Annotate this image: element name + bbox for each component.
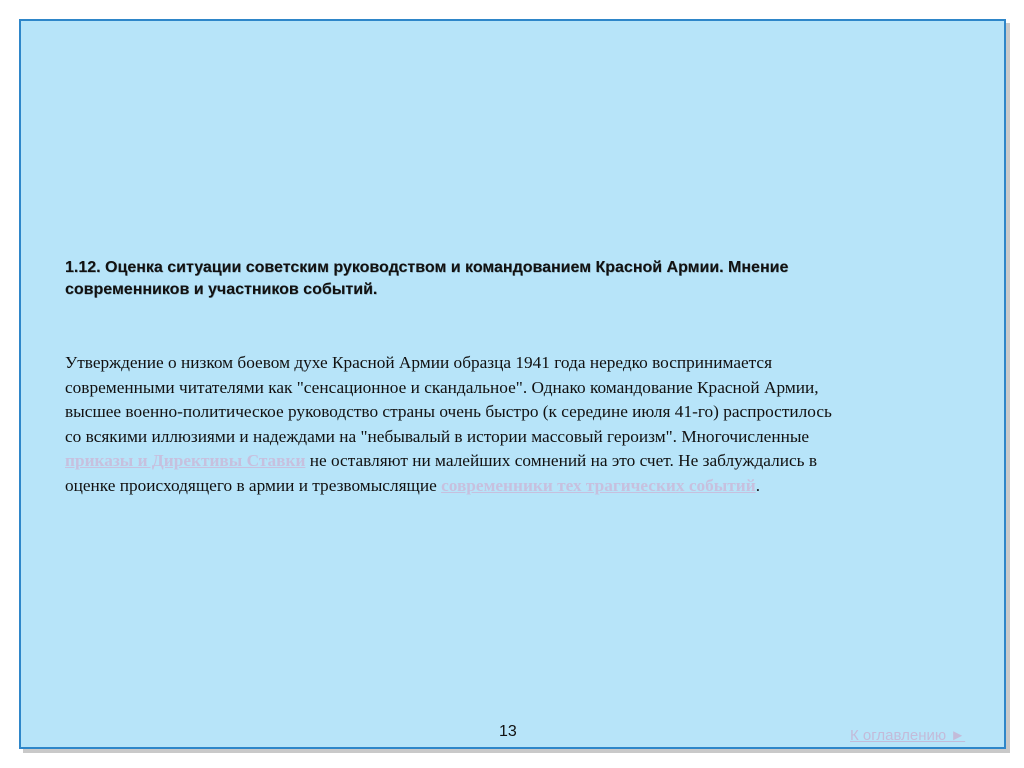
heading-line-1: 1.12. Оценка ситуации советским руководством и командованием Красной Армии. Мнение: [65, 259, 789, 276]
contemporaries-link[interactable]: современники тех трагических событий: [441, 475, 756, 495]
table-of-contents-link[interactable]: К оглавлению ►: [850, 727, 966, 744]
body-text-segment-7: .: [755, 475, 761, 495]
body-text-segment-6: оценке происходящего в армии и трезвомыслящие: [65, 475, 442, 495]
orders-directives-link[interactable]: приказы и Директивы Ставки: [65, 451, 306, 471]
body-text-line-4: со всякими иллюзиями и надеждами на "небывалый в истории массовый героизм". Многочисленные: [65, 426, 810, 446]
body-text-line-1: Утверждение о низком боевом духе Красной Армии образца 1941 года нередко воспринимается: [65, 353, 773, 372]
heading-line-2: современников и участников событий.: [65, 281, 378, 298]
body-text-segment-5: не оставляют ни малейших сомнений на это счет. Не заблуждались в: [305, 451, 817, 471]
body-text-line-2: современными читателями как "сенсационное и скандальное". Однако командование Красной Армии,: [65, 377, 819, 397]
body-paragraph: [65, 351, 965, 499]
slide-heading: [65, 257, 945, 301]
page-number: 13: [499, 723, 517, 740]
slide-panel: [19, 19, 1006, 749]
body-text-line-3: высшее военно-политическое руководство страны очень быстро (к середине июля 41-го) распростилось: [65, 402, 832, 422]
